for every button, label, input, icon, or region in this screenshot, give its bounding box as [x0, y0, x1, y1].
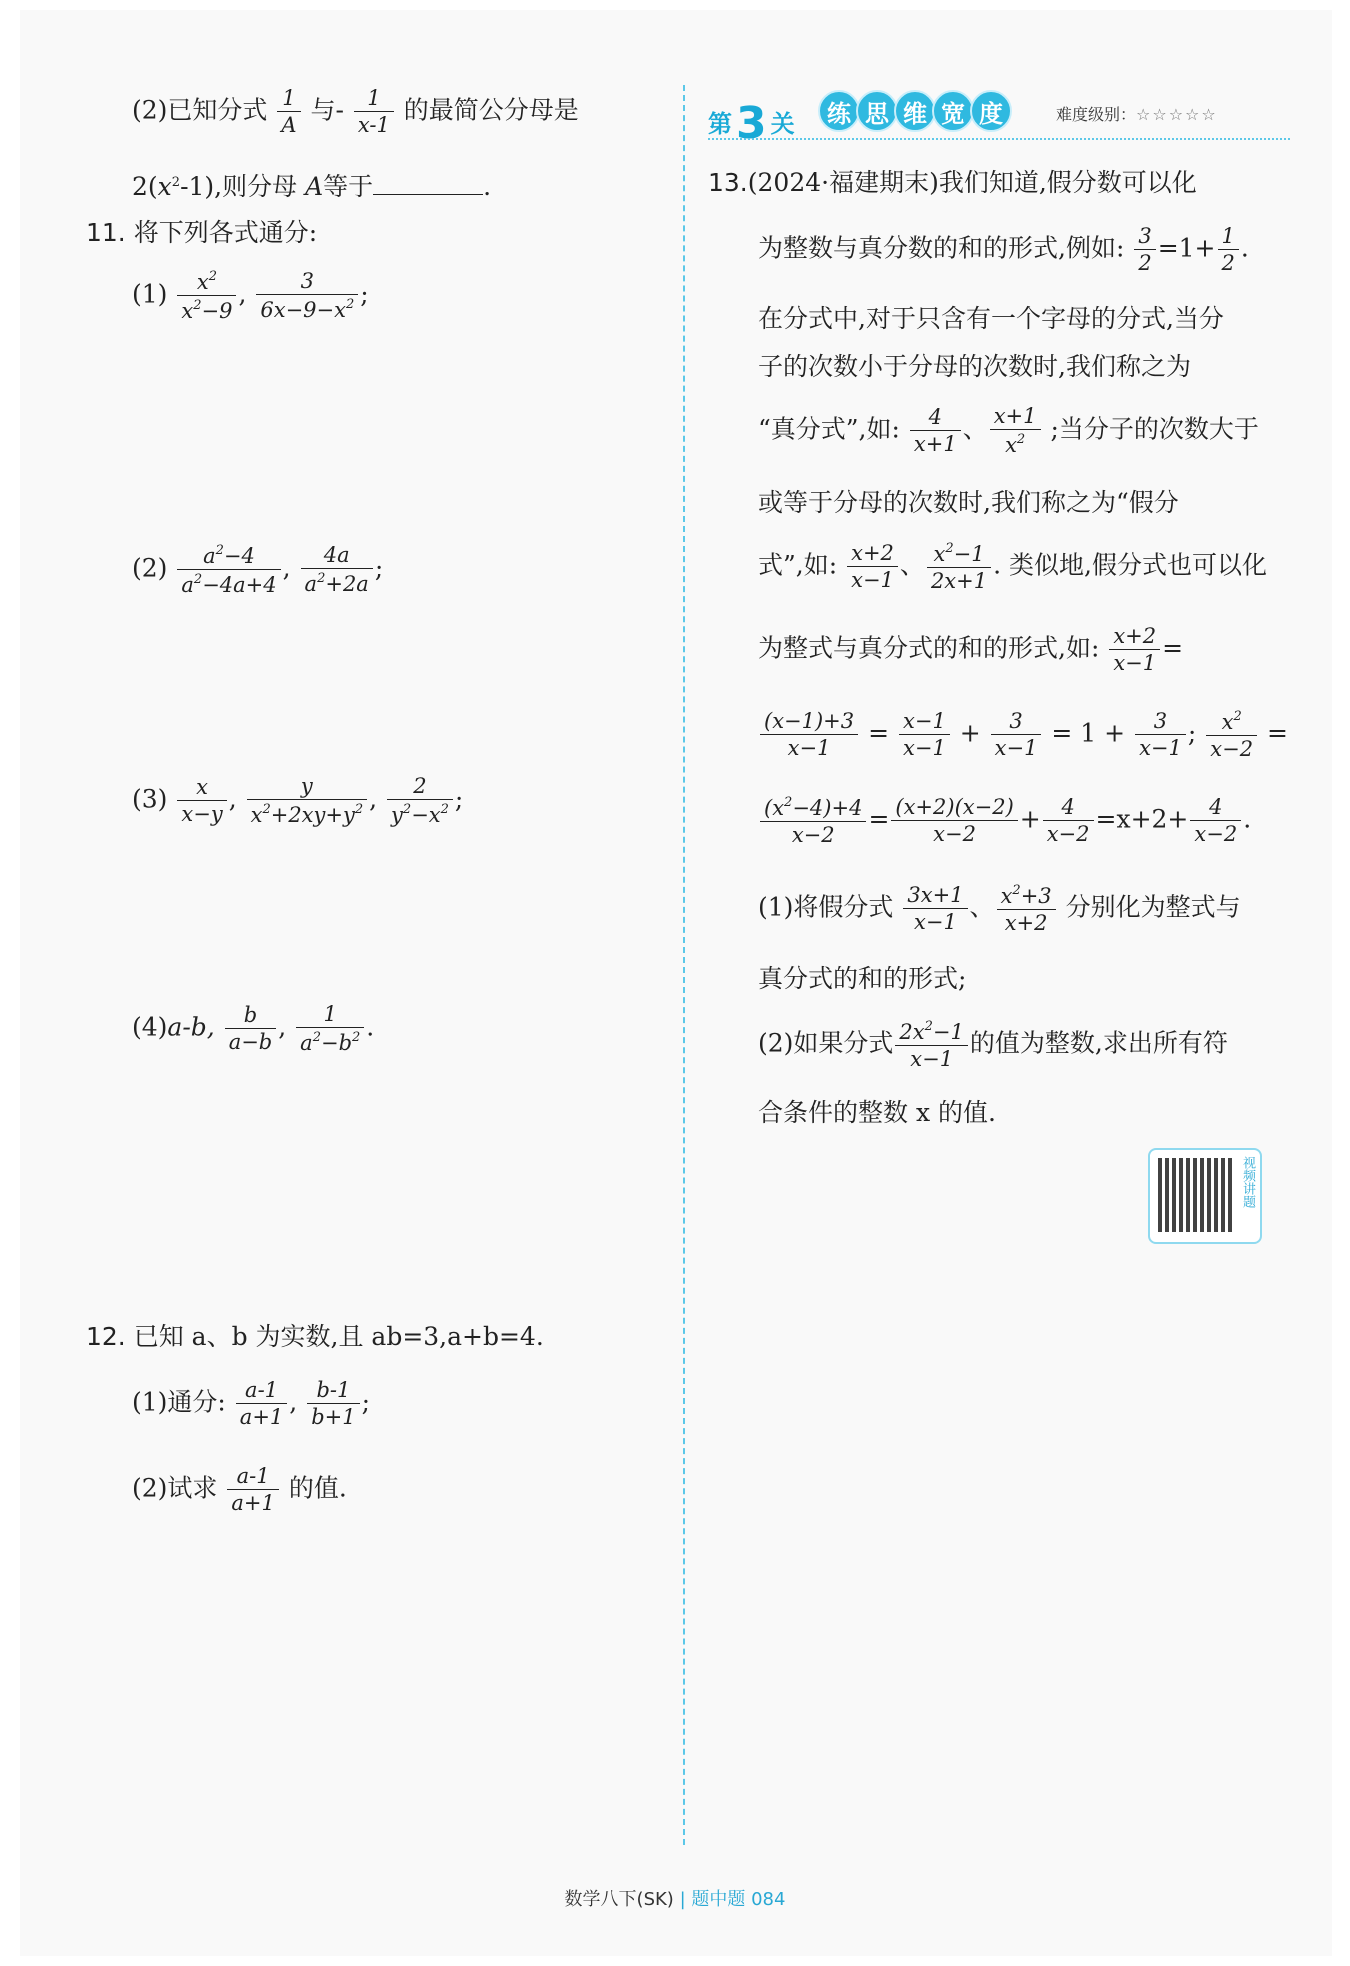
- q13-line4: 子的次数小于分母的次数时,我们称之为: [758, 352, 1191, 381]
- q13-line5: “真分式”,如: $\frac{4}{x+1}$ 、 $\frac{x+1}{x^2}$ ;当分子的次数大于: [758, 404, 1259, 457]
- q12-stem: 12. 已知 a、b 为实数,且 ab=3,a+b=4.: [86, 1322, 544, 1351]
- q13-line2: 为整数与真分数的和的形式,例如: $\frac{3}{2}$ =1+ $\frac{1}{2}$ .: [758, 224, 1249, 275]
- q13-part1-line2: 真分式的和的形式;: [758, 964, 967, 993]
- q13-line8: 为整式与真分式的和的形式,如: $\frac{x+2}{x-1}$ =: [758, 624, 1184, 675]
- q13-part2: (2)如果分式 $\frac{2x^2-1}{x-1}$ 的值为整数,求出所有符: [758, 1019, 1228, 1071]
- q13-line7: 式”,如: $\frac{x+2}{x-1}$ 、 $\frac{x^2-1}{2x+1}$ . 类似地,假分式也可以化: [758, 541, 1267, 593]
- qr-code-icon: [1158, 1158, 1232, 1232]
- fraction-1-over-A: $\frac{1}{A}$: [277, 88, 300, 136]
- q10-part2-line1: (2)已知分式 $\frac{1}{A}$ 与- $\frac{1}{x-1}$ 的最简公分母是: [132, 86, 579, 137]
- q12-part2: (2)试求 $\frac{a-1}{a+1}$ 的值.: [132, 1464, 347, 1515]
- q13-part2-line2: 合条件的整数 x 的值.: [758, 1098, 996, 1127]
- q13-part1: (1)将假分式 $\frac{3x+1}{x-1}$ 、 $\frac{x^2+3}{x+2}$ 分别化为整式与: [758, 883, 1241, 935]
- page-footer: 数学八下(SK) | 题中题 084: [564, 1889, 786, 1910]
- q13-equation1: $\frac{(x-1)+3}{x-1}$ = $\frac{x-1}{x-1}$ + $\frac{3}{x-1}$ = 1 + $\frac{3}{x-1}$ ; $\frac{x^2}{x-2}$ =: [758, 710, 1288, 760]
- q13-line6: 或等于分母的次数时,我们称之为“假分: [758, 488, 1179, 517]
- q13-line1: 13.(2024·福建期末)我们知道,假分数可以化: [708, 168, 1197, 197]
- column-divider: [683, 85, 685, 1845]
- fraction-1-over-x-1: $\frac{1}{x-1}$: [354, 88, 394, 136]
- q11-stem: 11. 将下列各式通分:: [86, 218, 318, 247]
- star-icons: ☆☆☆☆☆: [1136, 105, 1218, 124]
- q11-part3: (3) $\frac{x}{x-y}$ , $\frac{y}{x^2+2xy+y^2}$ , $\frac{2}{y^2-x^2}$ ;: [132, 774, 464, 827]
- section-header: [708, 88, 1290, 149]
- answer-blank[interactable]: [373, 172, 483, 195]
- difficulty: 难度级别：☆☆☆☆☆: [1056, 105, 1218, 124]
- q11-part4: (4)a-b, $\frac{b}{a-b}$ , $\frac{1}{a^2-b^2}$ .: [132, 1002, 375, 1055]
- qr-code[interactable]: [1148, 1148, 1262, 1244]
- q10-part2-line2: $2(x^2-1)$,则分母 A等于 .: [132, 172, 492, 201]
- q11-part2: (2) $\frac{a^2-4}{a^2-4a+4}$ , $\frac{4a}{a^2+2a}$ ;: [132, 543, 384, 597]
- section-title: 练 思 维 宽 度: [818, 90, 1008, 132]
- q12-part1: (1)通分: $\frac{a-1}{a+1}$ , $\frac{b-1}{b+1}$ ;: [132, 1378, 371, 1429]
- level-badge: 第3 关: [708, 98, 795, 149]
- q13-line3: 在分式中,对于只含有一个字母的分式,当分: [758, 304, 1224, 333]
- q11-part1: (1) $\frac{x^2}{x^2-9}$ , $\frac{3}{6x-9-x^2}$ ;: [132, 269, 369, 323]
- qr-label: 视频讲题: [1240, 1156, 1255, 1208]
- q13-equation2: $\frac{(x^2-4)+4}{x-2}$ = $\frac{(x+2)(x-2)}{x-2}$ + $\frac{4}{x-2}$ =x+2+ $\frac{4}{x-2}$ .: [758, 796, 1251, 846]
